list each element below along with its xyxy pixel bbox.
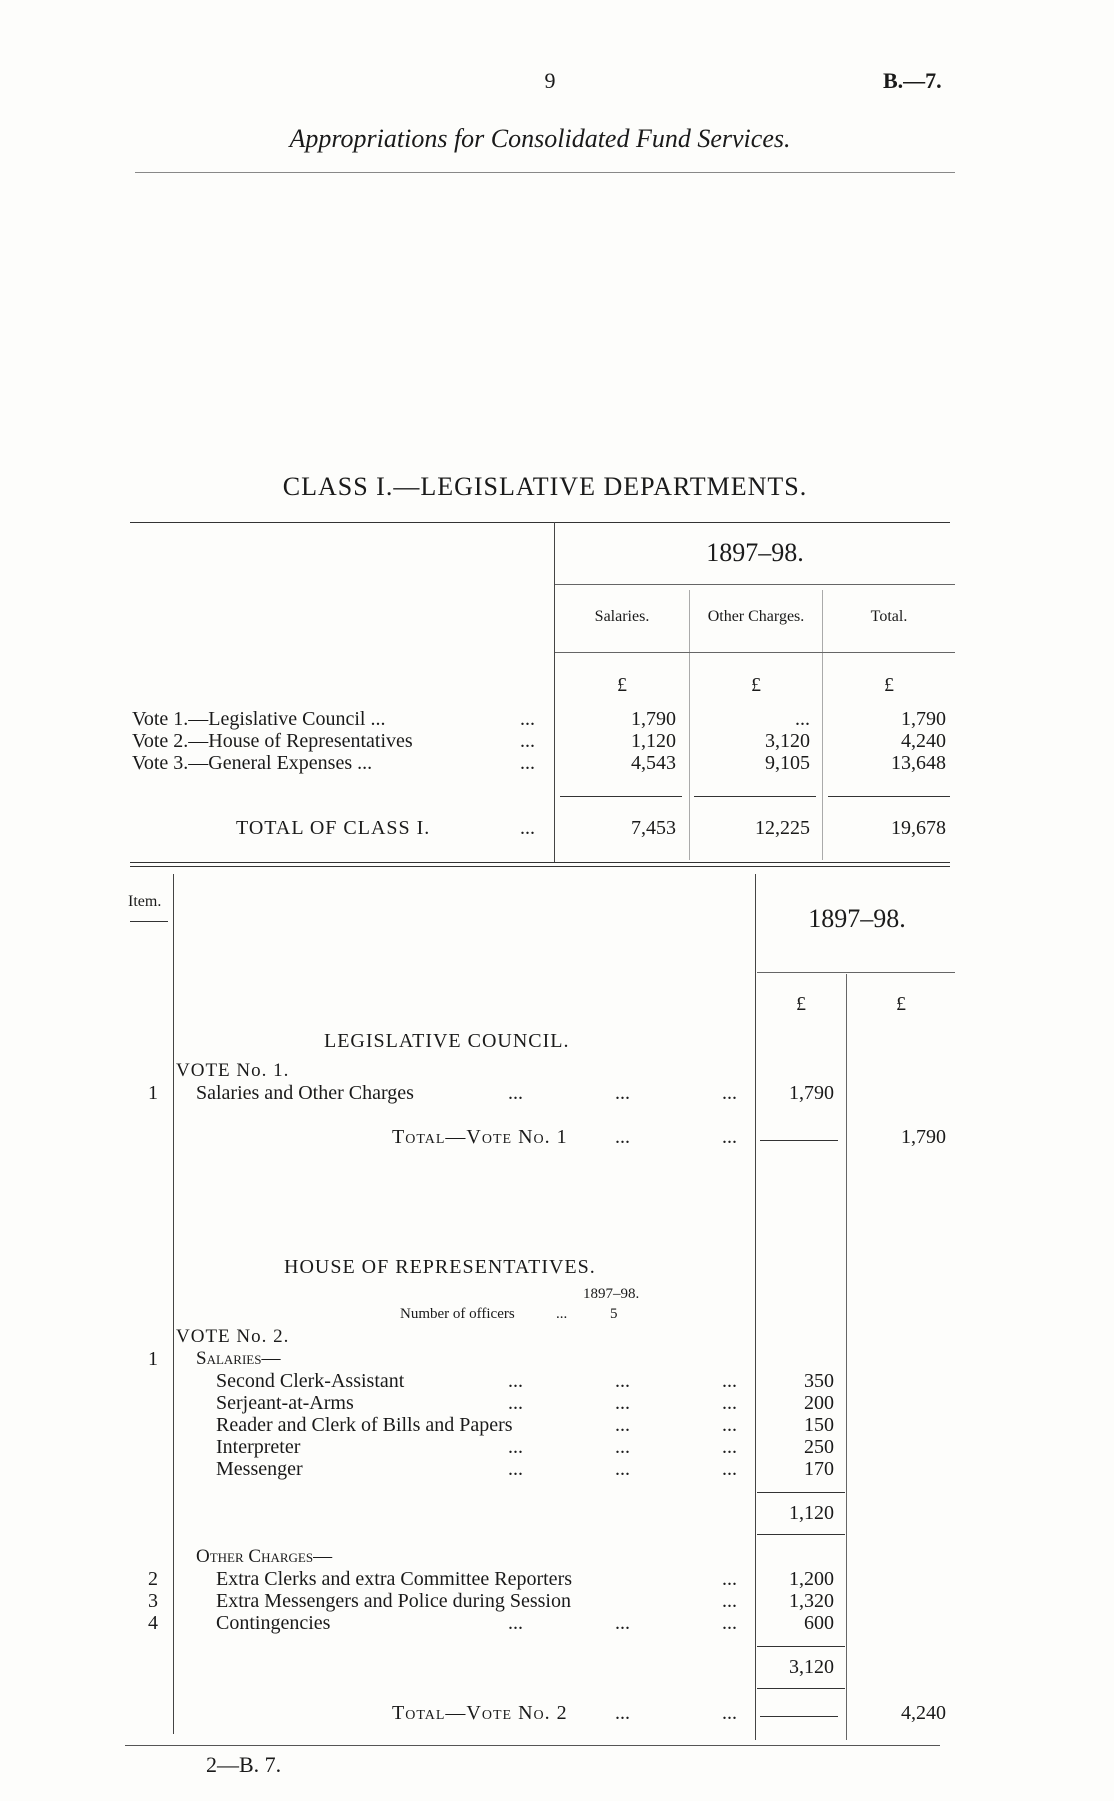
summary-total-value: 4,240 (901, 730, 946, 752)
summary-other-value: 3,120 (765, 730, 810, 752)
summary-total-value: 13,648 (891, 752, 946, 774)
summary-header-rule (555, 652, 955, 653)
summary-salaries-value: 4,543 (631, 752, 676, 774)
page-number: 9 (544, 68, 556, 93)
summary-year: 1897–98. (706, 538, 804, 567)
page-title: Appropriations for Consolidated Fund Services. (289, 124, 791, 153)
class-title: CLASS I.—LEGISLATIVE DEPARTMENTS. (282, 472, 808, 501)
leader-dots: ... (722, 1568, 737, 1590)
summary-total-salaries: 7,453 (631, 817, 676, 839)
currency-salaries: £ (617, 674, 627, 696)
col-header-salaries: Salaries. (594, 608, 650, 625)
item-number: 4 (148, 1612, 158, 1634)
other-line-amount: 1,200 (789, 1568, 834, 1590)
salary-line-amount: 170 (804, 1458, 834, 1480)
summary-total-total: 19,678 (891, 817, 946, 839)
leader-dots: ... (722, 1414, 737, 1436)
sum-rule (560, 796, 682, 797)
vote-2-total-amount: 4,240 (901, 1702, 946, 1724)
vote-1-total-label: Total—Vote No. 1 (392, 1126, 568, 1148)
leader-dots: ... (722, 1370, 737, 1392)
leader-dots: ... (722, 1702, 737, 1724)
summary-total-label: TOTAL OF CLASS I. (236, 817, 431, 839)
leader-dots: ... (722, 1590, 737, 1612)
subtotal-rule-bottom (757, 1688, 845, 1689)
leader-dots: ... (722, 1082, 737, 1104)
officers-count: 5 (610, 1306, 618, 1322)
leader-dots: ... (520, 817, 535, 839)
salary-line-amount: 200 (804, 1392, 834, 1414)
detail-year: 1897–98. (808, 904, 906, 933)
leader-dots: ... (556, 1306, 568, 1322)
leader-dots: ... (520, 708, 535, 730)
leader-dots: ... (615, 1414, 630, 1436)
leader-dots: ... (615, 1392, 630, 1414)
currency-total: £ (884, 674, 894, 696)
item-label: Salaries and Other Charges (196, 1082, 414, 1104)
leader-dots: ... (508, 1370, 523, 1392)
salary-line-amount: 250 (804, 1436, 834, 1458)
leader-dots: ... (508, 1082, 523, 1104)
currency-other: £ (751, 674, 761, 696)
item-header: Item. (128, 893, 162, 910)
title-rule (135, 172, 955, 173)
leader-dots: ... (520, 752, 535, 774)
summary-bottom-rule-2 (130, 866, 950, 867)
other-line-label: Extra Messengers and Police during Session (216, 1590, 571, 1612)
summary-total-other: 12,225 (755, 817, 810, 839)
vote-1-label: VOTE No. 1. (176, 1060, 290, 1081)
summary-col-divider-1 (689, 590, 690, 860)
total-dash (760, 1140, 838, 1141)
leader-dots: ... (508, 1612, 523, 1634)
subtotal-rule-top (757, 1646, 845, 1647)
item-column-divider (173, 874, 174, 1734)
leader-dots: ... (615, 1702, 630, 1724)
col-header-other-charges: Other Charges. (707, 608, 805, 625)
leader-dots: ... (508, 1458, 523, 1480)
sum-rule (828, 796, 950, 797)
footer-rule (125, 1745, 940, 1746)
salary-line-label: Serjeant-at-Arms (216, 1392, 354, 1414)
item-number: 1 (148, 1348, 158, 1370)
col-header-total: Total. (870, 608, 908, 625)
item-number: 3 (148, 1590, 158, 1612)
other-line-amount: 1,320 (789, 1590, 834, 1612)
vote-2-total-label: Total—Vote No. 2 (392, 1702, 568, 1724)
total-dash (760, 1716, 838, 1717)
leader-dots: ... (722, 1458, 737, 1480)
officers-year: 1897–98. (583, 1286, 640, 1302)
other-line-amount: 600 (804, 1612, 834, 1634)
salaries-heading: Salaries— (196, 1348, 281, 1369)
leader-dots: ... (615, 1612, 630, 1634)
council-heading: LEGISLATIVE COUNCIL. (324, 1030, 570, 1052)
leader-dots: ... (722, 1392, 737, 1414)
signature-mark: 2—B. 7. (206, 1752, 282, 1777)
salary-line-label: Reader and Clerk of Bills and Papers (216, 1414, 513, 1436)
summary-bottom-rule (130, 862, 950, 863)
subtotal-rule-top (757, 1492, 845, 1493)
summary-row-label: Vote 3.—General Expenses ... (132, 752, 373, 774)
item-number: 2 (148, 1568, 158, 1590)
summary-salaries-value: 1,790 (631, 708, 676, 730)
leader-dots: ... (722, 1436, 737, 1458)
document-code: B.—7. (883, 68, 942, 93)
sum-rule (694, 796, 816, 797)
detail-currency-totals: £ (896, 993, 906, 1015)
subtotal-rule-bottom (757, 1534, 845, 1535)
leader-dots: ... (722, 1126, 737, 1148)
salaries-subtotal: 1,120 (789, 1502, 834, 1524)
officers-label: Number of officers (400, 1306, 515, 1322)
salary-line-label: Messenger (216, 1458, 303, 1480)
salary-line-label: Second Clerk-Assistant (216, 1370, 405, 1392)
summary-salaries-value: 1,120 (631, 730, 676, 752)
house-heading: HOUSE OF REPRESENTATIVES. (284, 1256, 596, 1278)
summary-col-divider-2 (822, 590, 823, 860)
salary-line-label: Interpreter (216, 1436, 301, 1458)
summary-label-divider (554, 522, 555, 862)
item-number: 1 (148, 1082, 158, 1104)
leader-dots: ... (722, 1612, 737, 1634)
summary-top-rule (130, 522, 950, 523)
item-amount: 1,790 (789, 1082, 834, 1104)
leader-dots: ... (508, 1436, 523, 1458)
summary-total-value: 1,790 (901, 708, 946, 730)
summary-other-value: ... (795, 708, 810, 730)
detail-year-rule (757, 972, 955, 973)
leader-dots: ... (615, 1370, 630, 1392)
salary-line-amount: 150 (804, 1414, 834, 1436)
item-header-rule (130, 921, 168, 922)
leader-dots: ... (508, 1392, 523, 1414)
summary-other-value: 9,105 (765, 752, 810, 774)
leader-dots: ... (615, 1126, 630, 1148)
leader-dots: ... (615, 1458, 630, 1480)
summary-row-label: Vote 1.—Legislative Council ... (132, 708, 386, 730)
salary-line-amount: 350 (804, 1370, 834, 1392)
amount-inner-divider (846, 974, 847, 1740)
other-line-label: Extra Clerks and extra Committee Reporters (216, 1568, 573, 1590)
other-line-label: Contingencies (216, 1612, 331, 1634)
detail-currency-items: £ (796, 993, 806, 1015)
leader-dots: ... (615, 1436, 630, 1458)
leader-dots: ... (615, 1082, 630, 1104)
vote-1-total-amount: 1,790 (901, 1126, 946, 1148)
summary-year-rule (555, 584, 955, 585)
amount-column-divider (755, 874, 756, 1740)
other-charges-heading: Other Charges— (196, 1546, 333, 1567)
leader-dots: ... (520, 730, 535, 752)
summary-row-label: Vote 2.—House of Representatives (132, 730, 413, 752)
other-charges-subtotal: 3,120 (789, 1656, 834, 1678)
vote-2-label: VOTE No. 2. (176, 1326, 290, 1347)
